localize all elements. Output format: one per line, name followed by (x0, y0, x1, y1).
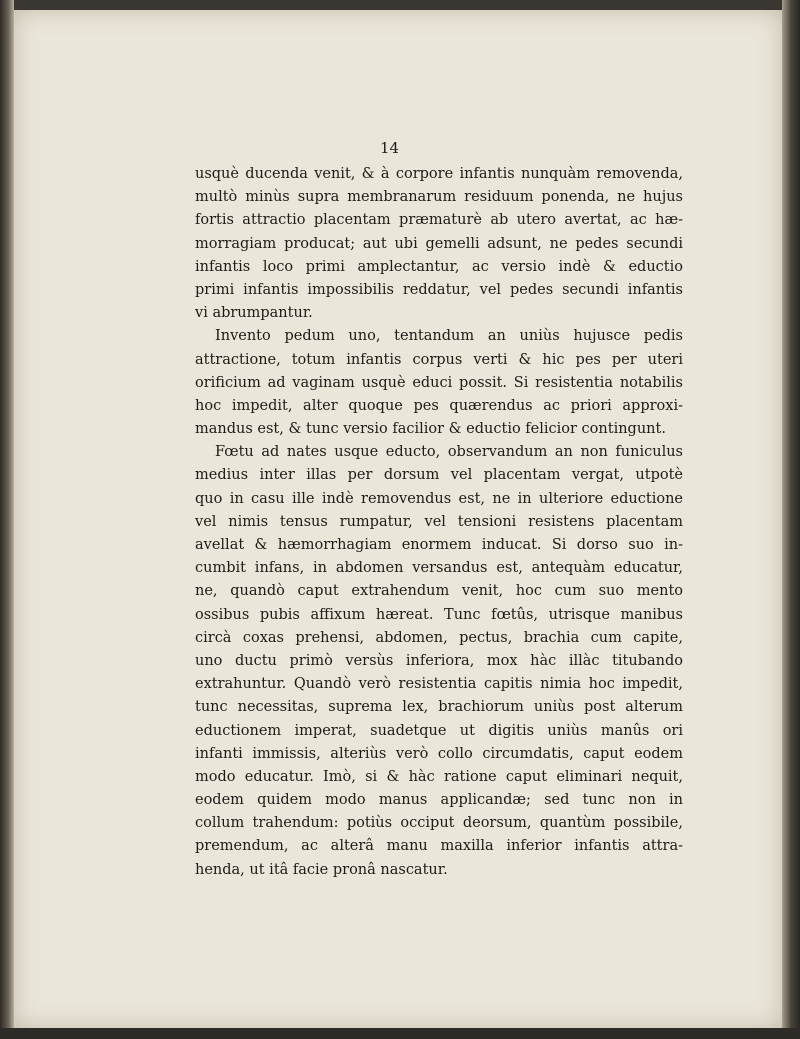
text-line: premendum, ac alterâ manu maxilla inferior infantis attra- (195, 838, 683, 855)
text-line: circà coxas prehensi, abdomen, pectus, brachia cum capite, (195, 629, 683, 646)
text-line: tunc necessitas, suprema lex, brachiorum uniùs post alterum (195, 699, 683, 716)
text-line: avellat & hæmorrhagiam enormem inducat. Si dorso suo in- (195, 537, 683, 553)
binding-gutter (0, 0, 14, 1039)
text-line: eodem quidem modo manus applicandæ; sed tunc non in (195, 792, 683, 809)
text-line: mandus est, & tunc versio facilior & eductio felicior contingunt. (195, 421, 666, 438)
text-line: ossibus pubis affixum hæreat. Tunc fœtûs, utrisque manibus (195, 606, 683, 623)
text-line: hoc impedit, alter quoque pes quærendus ac priori approxi- (195, 397, 683, 414)
page-number: 14 (380, 139, 400, 157)
text-line: quo in casu ille indè removendus est, ne in ulteriore eductione (195, 490, 683, 507)
text-line: infanti immissis, alteriùs verò collo circumdatis, caput eodem (195, 745, 683, 762)
text-line: orificium ad vaginam usquè educi possit. Si resistentia notabilis (195, 374, 683, 391)
text-line: uno ductu primò versùs inferiora, mox hàc illàc titubando (195, 652, 683, 669)
text-line: ne, quandò caput extrahendum venit, hoc cum suo mento (195, 583, 683, 600)
page-edge-right (782, 0, 800, 1039)
text-line: vi abrumpantur. (195, 305, 313, 322)
text-line: vel nimis tensus rumpatur, vel tensioni resistens placentam (195, 513, 683, 530)
text-line: primi infantis impossibilis reddatur, vel pedes secundi infantis (195, 281, 683, 298)
text-line: collum trahendum: potiùs occiput deorsum, quantùm possibile, (195, 815, 683, 832)
text-line: Fœtu ad nates usque educto, observandum an non funiculus (215, 444, 683, 461)
text-line: multò minùs supra membranarum residuum ponenda, ne hujus (195, 189, 683, 206)
text-line: morragiam producat; aut ubi gemelli adsunt, ne pedes secundi (195, 235, 683, 252)
text-line: modo educatur. Imò, si & hàc ratione caput eliminari nequit, (195, 768, 683, 785)
text-line: Invento pedum uno, tentandum an uniùs hujusce pedis (215, 328, 683, 345)
body-text (195, 163, 683, 882)
page-edge-bottom (0, 1028, 800, 1039)
text-line: eductionem imperat, suadetque ut digitis uniùs manûs ori (195, 722, 683, 739)
text-line: fortis attractio placentam præmaturè ab utero avertat, ac hæ- (195, 212, 683, 229)
text-line: henda, ut itâ facie pronâ nascatur. (195, 861, 448, 878)
text-line: medius inter illas per dorsum vel placentam vergat, utpotè (195, 467, 683, 484)
text-line: extrahuntur. Quandò verò resistentia capitis nimia hoc impedit, (195, 676, 683, 693)
text-line: infantis loco primi amplectantur, ac versio indè & eductio (195, 258, 683, 275)
text-line: usquè ducenda venit, & à corpore infantis nunquàm removenda, (195, 166, 683, 182)
text-line: cumbit infans, in abdomen versandus est, antequàm educatur, (195, 560, 683, 577)
text-line: attractione, totum infantis corpus verti & hic pes per uteri (195, 351, 683, 368)
